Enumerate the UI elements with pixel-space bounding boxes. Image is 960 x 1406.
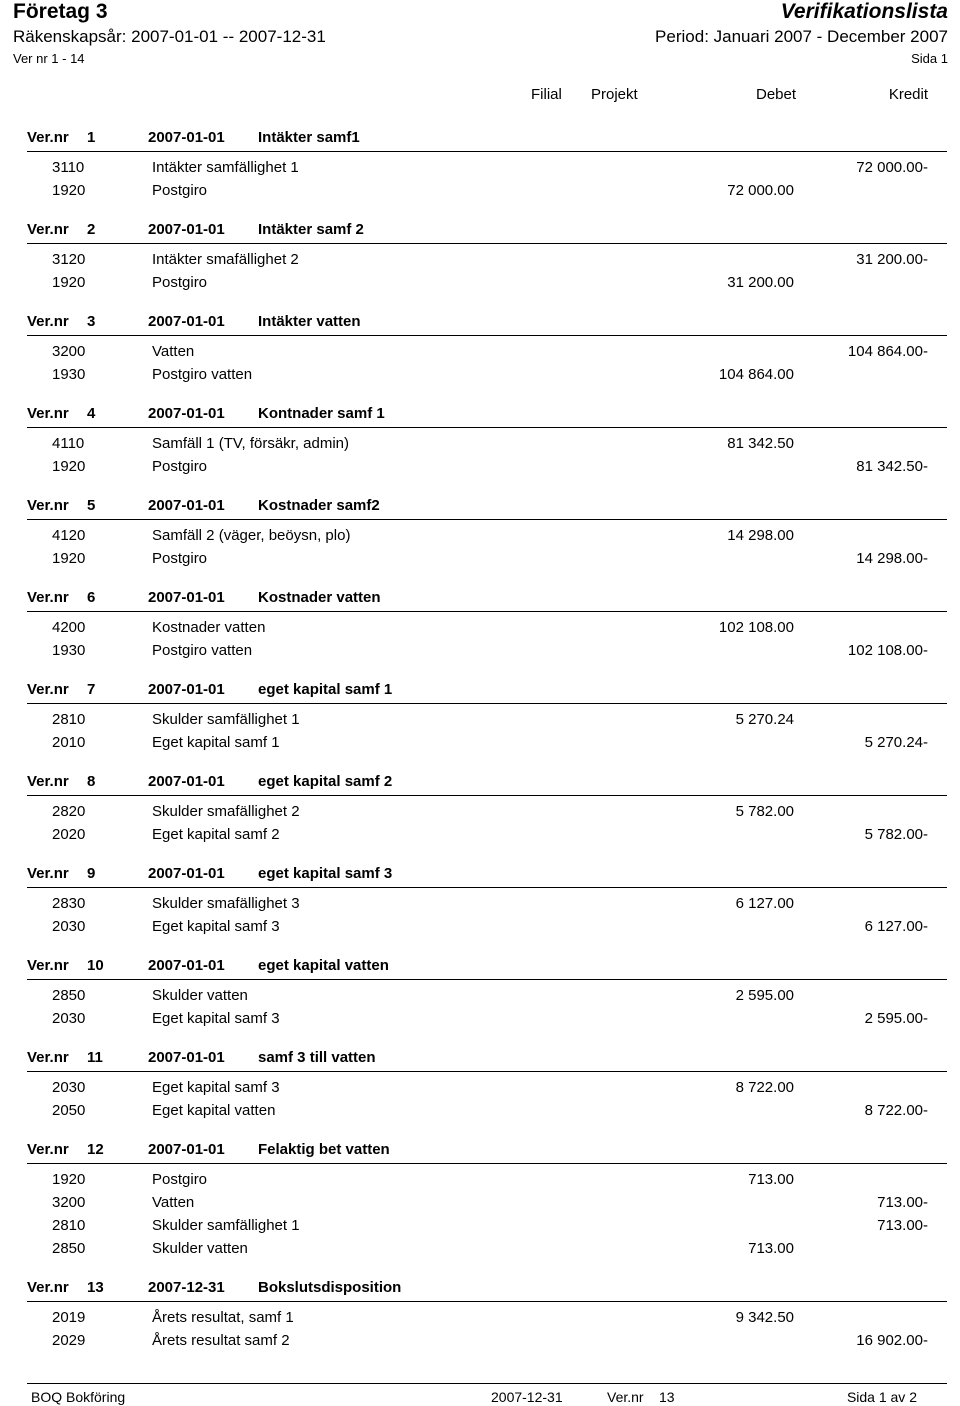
account-number: 1920 [52, 550, 86, 567]
voucher-label: Ver.nr [27, 865, 69, 882]
account-number: 3120 [52, 251, 86, 268]
kredit-amount: 102 108.00- [847, 642, 928, 659]
account-number: 1920 [52, 1171, 86, 1188]
kredit-amount: 14 298.00- [856, 550, 928, 567]
voucher-label: Ver.nr [27, 129, 69, 146]
voucher-number: 4 [87, 405, 96, 422]
account-number: 2050 [52, 1102, 86, 1119]
voucher-header [27, 587, 947, 612]
column-header-kredit: Kredit [888, 86, 928, 103]
debet-amount: 104 864.00 [718, 366, 794, 383]
account-description: Postgiro vatten [152, 366, 253, 383]
account-number: 2830 [52, 895, 86, 912]
account-description: Eget kapital samf 2 [152, 826, 280, 843]
column-header-debet: Debet [756, 86, 797, 103]
voucher-date: 2007-01-01 [148, 865, 225, 882]
account-description: Skulder samfällighet 1 [152, 711, 300, 728]
account-number: 4110 [52, 435, 85, 452]
account-number: 1920 [52, 274, 86, 291]
account-description: Samfäll 2 (väger, beöysn, plo) [152, 527, 351, 544]
account-description: Intäkter smafällighet 2 [152, 251, 299, 268]
voucher-number: 8 [87, 773, 96, 790]
voucher-date: 2007-01-01 [148, 221, 225, 238]
voucher-number: 11 [87, 1049, 103, 1066]
account-number: 2850 [52, 1240, 86, 1257]
table-row [0, 987, 960, 1010]
voucher-header [27, 1139, 947, 1164]
account-description: Årets resultat, samf 1 [152, 1309, 294, 1326]
table-row [0, 1102, 960, 1125]
voucher-label: Ver.nr [27, 681, 69, 698]
account-description: Postgiro [152, 182, 208, 199]
account-number: 2850 [52, 987, 86, 1004]
voucher-label: Ver.nr [27, 589, 69, 606]
ver-range: Ver nr 1 - 14 [13, 51, 85, 66]
voucher-text: Intäkter samf 2 [258, 221, 364, 238]
account-description: Intäkter samfällighet 1 [152, 159, 299, 176]
table-row [0, 182, 960, 205]
voucher-date: 2007-01-01 [148, 405, 225, 422]
voucher-text: Kostnader samf2 [258, 497, 380, 514]
account-description: Postgiro [152, 458, 208, 475]
footer-ver-nr: 13 [659, 1389, 675, 1405]
voucher-text: eget kapital vatten [258, 957, 389, 974]
footer-software: BOQ Bokföring [31, 1389, 126, 1405]
account-description: Postgiro [152, 550, 208, 567]
voucher-header [27, 679, 947, 704]
account-description: Eget kapital vatten [152, 1102, 276, 1119]
voucher-date: 2007-12-31 [148, 1279, 225, 1296]
voucher-text: Intäkter samf1 [258, 129, 360, 146]
table-row [0, 1079, 960, 1102]
voucher-date: 2007-01-01 [148, 497, 225, 514]
voucher-label: Ver.nr [27, 773, 69, 790]
table-row [0, 366, 960, 389]
page-footer [27, 1383, 947, 1405]
voucher-text: Kontnader samf 1 [258, 405, 385, 422]
kredit-amount: 713.00- [877, 1194, 928, 1211]
account-description: Skulder samfällighet 1 [152, 1217, 300, 1234]
account-number: 1920 [52, 458, 86, 475]
report-title: Verifikationslista [780, 0, 948, 23]
voucher-header [27, 1047, 947, 1072]
account-number: 3200 [52, 1194, 86, 1211]
account-description: Skulder vatten [152, 987, 248, 1004]
account-number: 3200 [52, 343, 86, 360]
voucher-label: Ver.nr [27, 313, 69, 330]
table-row [0, 550, 960, 573]
table-row [0, 642, 960, 665]
debet-amount: 713.00 [748, 1240, 794, 1257]
account-description: Skulder smafällighet 2 [152, 803, 300, 820]
footer-date: 2007-12-31 [491, 1389, 563, 1405]
voucher-header [27, 311, 947, 336]
voucher-header [27, 127, 947, 152]
account-description: Skulder vatten [152, 1240, 248, 1257]
account-description: Postgiro [152, 1171, 208, 1188]
voucher-header [27, 1277, 947, 1302]
voucher-header [27, 403, 947, 428]
table-row [0, 1171, 960, 1194]
table-row [0, 918, 960, 941]
account-number: 1920 [52, 182, 86, 199]
kredit-amount: 81 342.50- [856, 458, 928, 475]
voucher-label: Ver.nr [27, 405, 69, 422]
footer-page: Sida 1 av 2 [846, 1389, 917, 1405]
table-row [0, 826, 960, 849]
table-row [0, 895, 960, 918]
column-header-projekt: Projekt [591, 86, 638, 103]
debet-amount: 6 127.00 [735, 895, 794, 912]
account-number: 2010 [52, 734, 86, 751]
voucher-number: 6 [87, 589, 96, 606]
account-number: 2810 [52, 1217, 86, 1234]
table-row [0, 274, 960, 297]
account-number: 1930 [52, 642, 86, 659]
voucher-text: Intäkter vatten [258, 313, 361, 330]
voucher-label: Ver.nr [27, 221, 69, 238]
voucher-header [27, 771, 947, 796]
kredit-amount: 6 127.00- [864, 918, 928, 935]
account-number: 2030 [52, 1079, 86, 1096]
voucher-number: 7 [87, 681, 96, 698]
debet-amount: 5 270.24 [735, 711, 794, 728]
voucher-date: 2007-01-01 [148, 773, 225, 790]
account-description: Årets resultat samf 2 [152, 1332, 290, 1349]
debet-amount: 713.00 [748, 1171, 794, 1188]
voucher-label: Ver.nr [27, 1141, 69, 1158]
account-description: Kostnader vatten [152, 619, 266, 636]
voucher-text: Bokslutsdisposition [258, 1279, 402, 1296]
table-row [0, 1010, 960, 1033]
debet-amount: 9 342.50 [735, 1309, 794, 1326]
voucher-label: Ver.nr [27, 957, 69, 974]
kredit-amount: 2 595.00- [864, 1010, 928, 1027]
voucher-date: 2007-01-01 [148, 957, 225, 974]
voucher-date: 2007-01-01 [148, 681, 225, 698]
account-description: Skulder smafällighet 3 [152, 895, 300, 912]
voucher-number: 5 [87, 497, 96, 514]
account-number: 2020 [52, 826, 86, 843]
voucher-number: 12 [87, 1141, 104, 1158]
kredit-amount: 713.00- [877, 1217, 928, 1234]
kredit-amount: 31 200.00- [856, 251, 928, 268]
account-description: Eget kapital samf 1 [152, 734, 280, 751]
voucher-text: eget kapital samf 3 [258, 865, 393, 882]
debet-amount: 2 595.00 [735, 987, 794, 1004]
account-number: 1930 [52, 366, 86, 383]
account-description: Eget kapital samf 3 [152, 1010, 280, 1027]
voucher-date: 2007-01-01 [148, 1049, 225, 1066]
voucher-number: 2 [87, 221, 96, 238]
account-description: Eget kapital samf 3 [152, 918, 280, 935]
voucher-header [27, 955, 947, 980]
voucher-number: 9 [87, 865, 96, 882]
account-description: Samfäll 1 (TV, försäkr, admin) [152, 435, 350, 452]
voucher-date: 2007-01-01 [148, 313, 225, 330]
voucher-text: Felaktig bet vatten [258, 1141, 390, 1158]
account-description: Postgiro vatten [152, 642, 253, 659]
voucher-date: 2007-01-01 [148, 1141, 225, 1158]
debet-amount: 72 000.00 [727, 182, 794, 199]
voucher-number: 1 [87, 129, 96, 146]
debet-amount: 31 200.00 [727, 274, 794, 291]
voucher-number: 13 [87, 1279, 104, 1296]
page-number: Sida 1 [911, 51, 948, 66]
kredit-amount: 72 000.00- [856, 159, 928, 176]
company-name: Företag 3 [13, 0, 108, 23]
account-number: 4200 [52, 619, 86, 636]
kredit-amount: 5 782.00- [864, 826, 928, 843]
footer-ver-label: Ver.nr [607, 1389, 644, 1405]
debet-amount: 14 298.00 [727, 527, 794, 544]
account-description: Postgiro [152, 274, 208, 291]
account-description: Vatten [152, 343, 195, 360]
account-number: 2820 [52, 803, 86, 820]
table-row [0, 1217, 960, 1240]
voucher-date: 2007-01-01 [148, 129, 225, 146]
debet-amount: 102 108.00 [718, 619, 794, 636]
account-number: 4120 [52, 527, 86, 544]
account-number: 2019 [52, 1309, 86, 1326]
voucher-header [27, 219, 947, 244]
account-number: 3110 [52, 159, 85, 176]
kredit-amount: 16 902.00- [856, 1332, 928, 1349]
account-description: Vatten [152, 1194, 195, 1211]
table-row [0, 1240, 960, 1263]
account-number: 2030 [52, 918, 86, 935]
voucher-text: eget kapital samf 1 [258, 681, 393, 698]
table-row [0, 711, 960, 734]
table-row [0, 803, 960, 826]
debet-amount: 8 722.00 [735, 1079, 794, 1096]
kredit-amount: 5 270.24- [864, 734, 928, 751]
table-row [0, 251, 960, 274]
voucher-label: Ver.nr [27, 497, 69, 514]
debet-amount: 81 342.50 [727, 435, 794, 452]
table-row [0, 1309, 960, 1332]
voucher-number: 3 [87, 313, 96, 330]
voucher-date: 2007-01-01 [148, 589, 225, 606]
debet-amount: 5 782.00 [735, 803, 794, 820]
table-row [0, 1332, 960, 1355]
account-number: 2029 [52, 1332, 86, 1349]
column-header-filial: Filial [531, 86, 562, 103]
table-row [0, 435, 960, 458]
voucher-label: Ver.nr [27, 1279, 69, 1296]
account-number: 2810 [52, 711, 86, 728]
kredit-amount: 104 864.00- [847, 343, 928, 360]
voucher-header [27, 863, 947, 888]
kredit-amount: 8 722.00- [864, 1102, 928, 1119]
table-row [0, 458, 960, 481]
table-row [0, 159, 960, 182]
table-row [0, 1194, 960, 1217]
voucher-number: 10 [87, 957, 104, 974]
table-row [0, 734, 960, 757]
voucher-text: samf 3 till vatten [258, 1049, 376, 1066]
voucher-header [27, 495, 947, 520]
period: Period: Januari 2007 - December 2007 [655, 27, 948, 46]
fiscal-year: Räkenskapsår: 2007-01-01 -- 2007-12-31 [13, 27, 326, 46]
table-row [0, 619, 960, 642]
table-row [0, 343, 960, 366]
voucher-text: Kostnader vatten [258, 589, 381, 606]
voucher-label: Ver.nr [27, 1049, 69, 1066]
table-row [0, 527, 960, 550]
account-number: 2030 [52, 1010, 86, 1027]
account-description: Eget kapital samf 3 [152, 1079, 280, 1096]
voucher-text: eget kapital samf 2 [258, 773, 393, 790]
